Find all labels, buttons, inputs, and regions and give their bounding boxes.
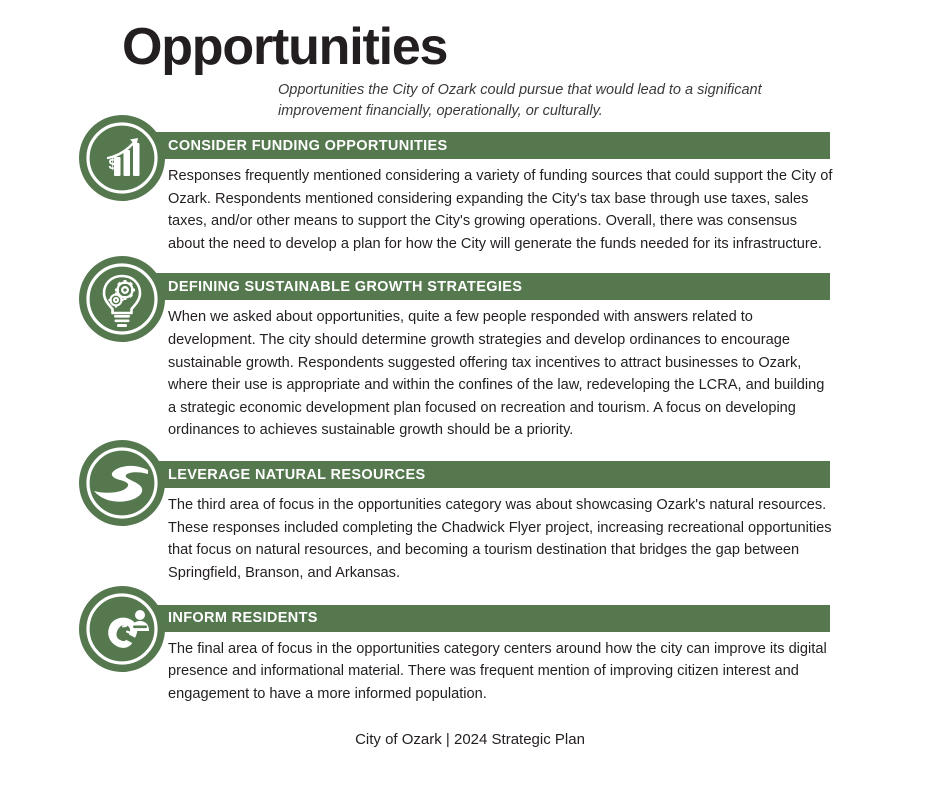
section-heading: CONSIDER FUNDING OPPORTUNITIES (168, 137, 448, 154)
section-banner (152, 132, 830, 159)
section-banner (152, 461, 830, 488)
section-body-text: When we asked about opportunities, quite a few people responded with answers related to development. The city should determine growth strategies and develop ordinances to encourage sustainable growth. Respondents suggested offering tax incentives to attract businesses to Ozark, where their use is appropriate and within the confines of the law, redeveloping the LCRA, and building a strategic economic development plan focused on recreation and tourism. A focus on developing ordinances to achieves sustainable growth should be a priority. (168, 309, 825, 439)
svg-text:$: $ (108, 156, 117, 173)
section-inform-residents (0, 605, 940, 706)
section-banner (152, 605, 830, 632)
section-heading: DEFINING SUSTAINABLE GROWTH STRATEGIES (168, 278, 523, 295)
page-footer: City of Ozark | 2024 Strategic Plan (355, 731, 585, 749)
page-header (0, 0, 940, 128)
section-body-text: The third area of focus in the opportunities category was about showcasing Ozark's natural resources. These responses included completing the Chadwick Flyer project, increasing recreational opportunities that focus on natural resources, and becoming a tourism destination that bridges the gap between Springfield, Branson, and Arkansas. (168, 497, 832, 581)
section-body-text: Responses frequently mentioned considering a variety of funding sources that could support the City of Ozark. Respondents mentioned considering expanding the City's tax base through use taxes, sales taxes, and/or other means to support the City's growing operations. Overall, there was consensus about the need to develop a plan for how the City will generate the funds needed for its infrastructure. (168, 168, 833, 252)
lightbulb-gears-icon (78, 255, 166, 343)
growth-chart-dollar-icon (78, 114, 166, 202)
section-body-text: The final area of focus in the opportunities category centers around how the city can improve its digital presence and informational material. There was frequent mention of improving citizen interest and engagement to have a more informed population. (168, 640, 827, 702)
page-title: Opportunities (122, 18, 448, 76)
section-heading: LEVERAGE NATURAL RESOURCES (168, 466, 426, 483)
page-subtitle: Opportunities the City of Ozark could pursue that would lead to a significant improvement financially, operationally, or culturally. (278, 82, 762, 120)
section-leverage-natural-resources (0, 461, 940, 584)
section-heading: INFORM RESIDENTS (168, 610, 318, 627)
section-consider-funding-opportunities (0, 132, 940, 255)
section-defining-sustainable-growth-strategies (0, 273, 940, 442)
section-banner (152, 273, 830, 300)
winding-river-icon (78, 439, 166, 527)
magnet-person-icon (78, 585, 166, 673)
